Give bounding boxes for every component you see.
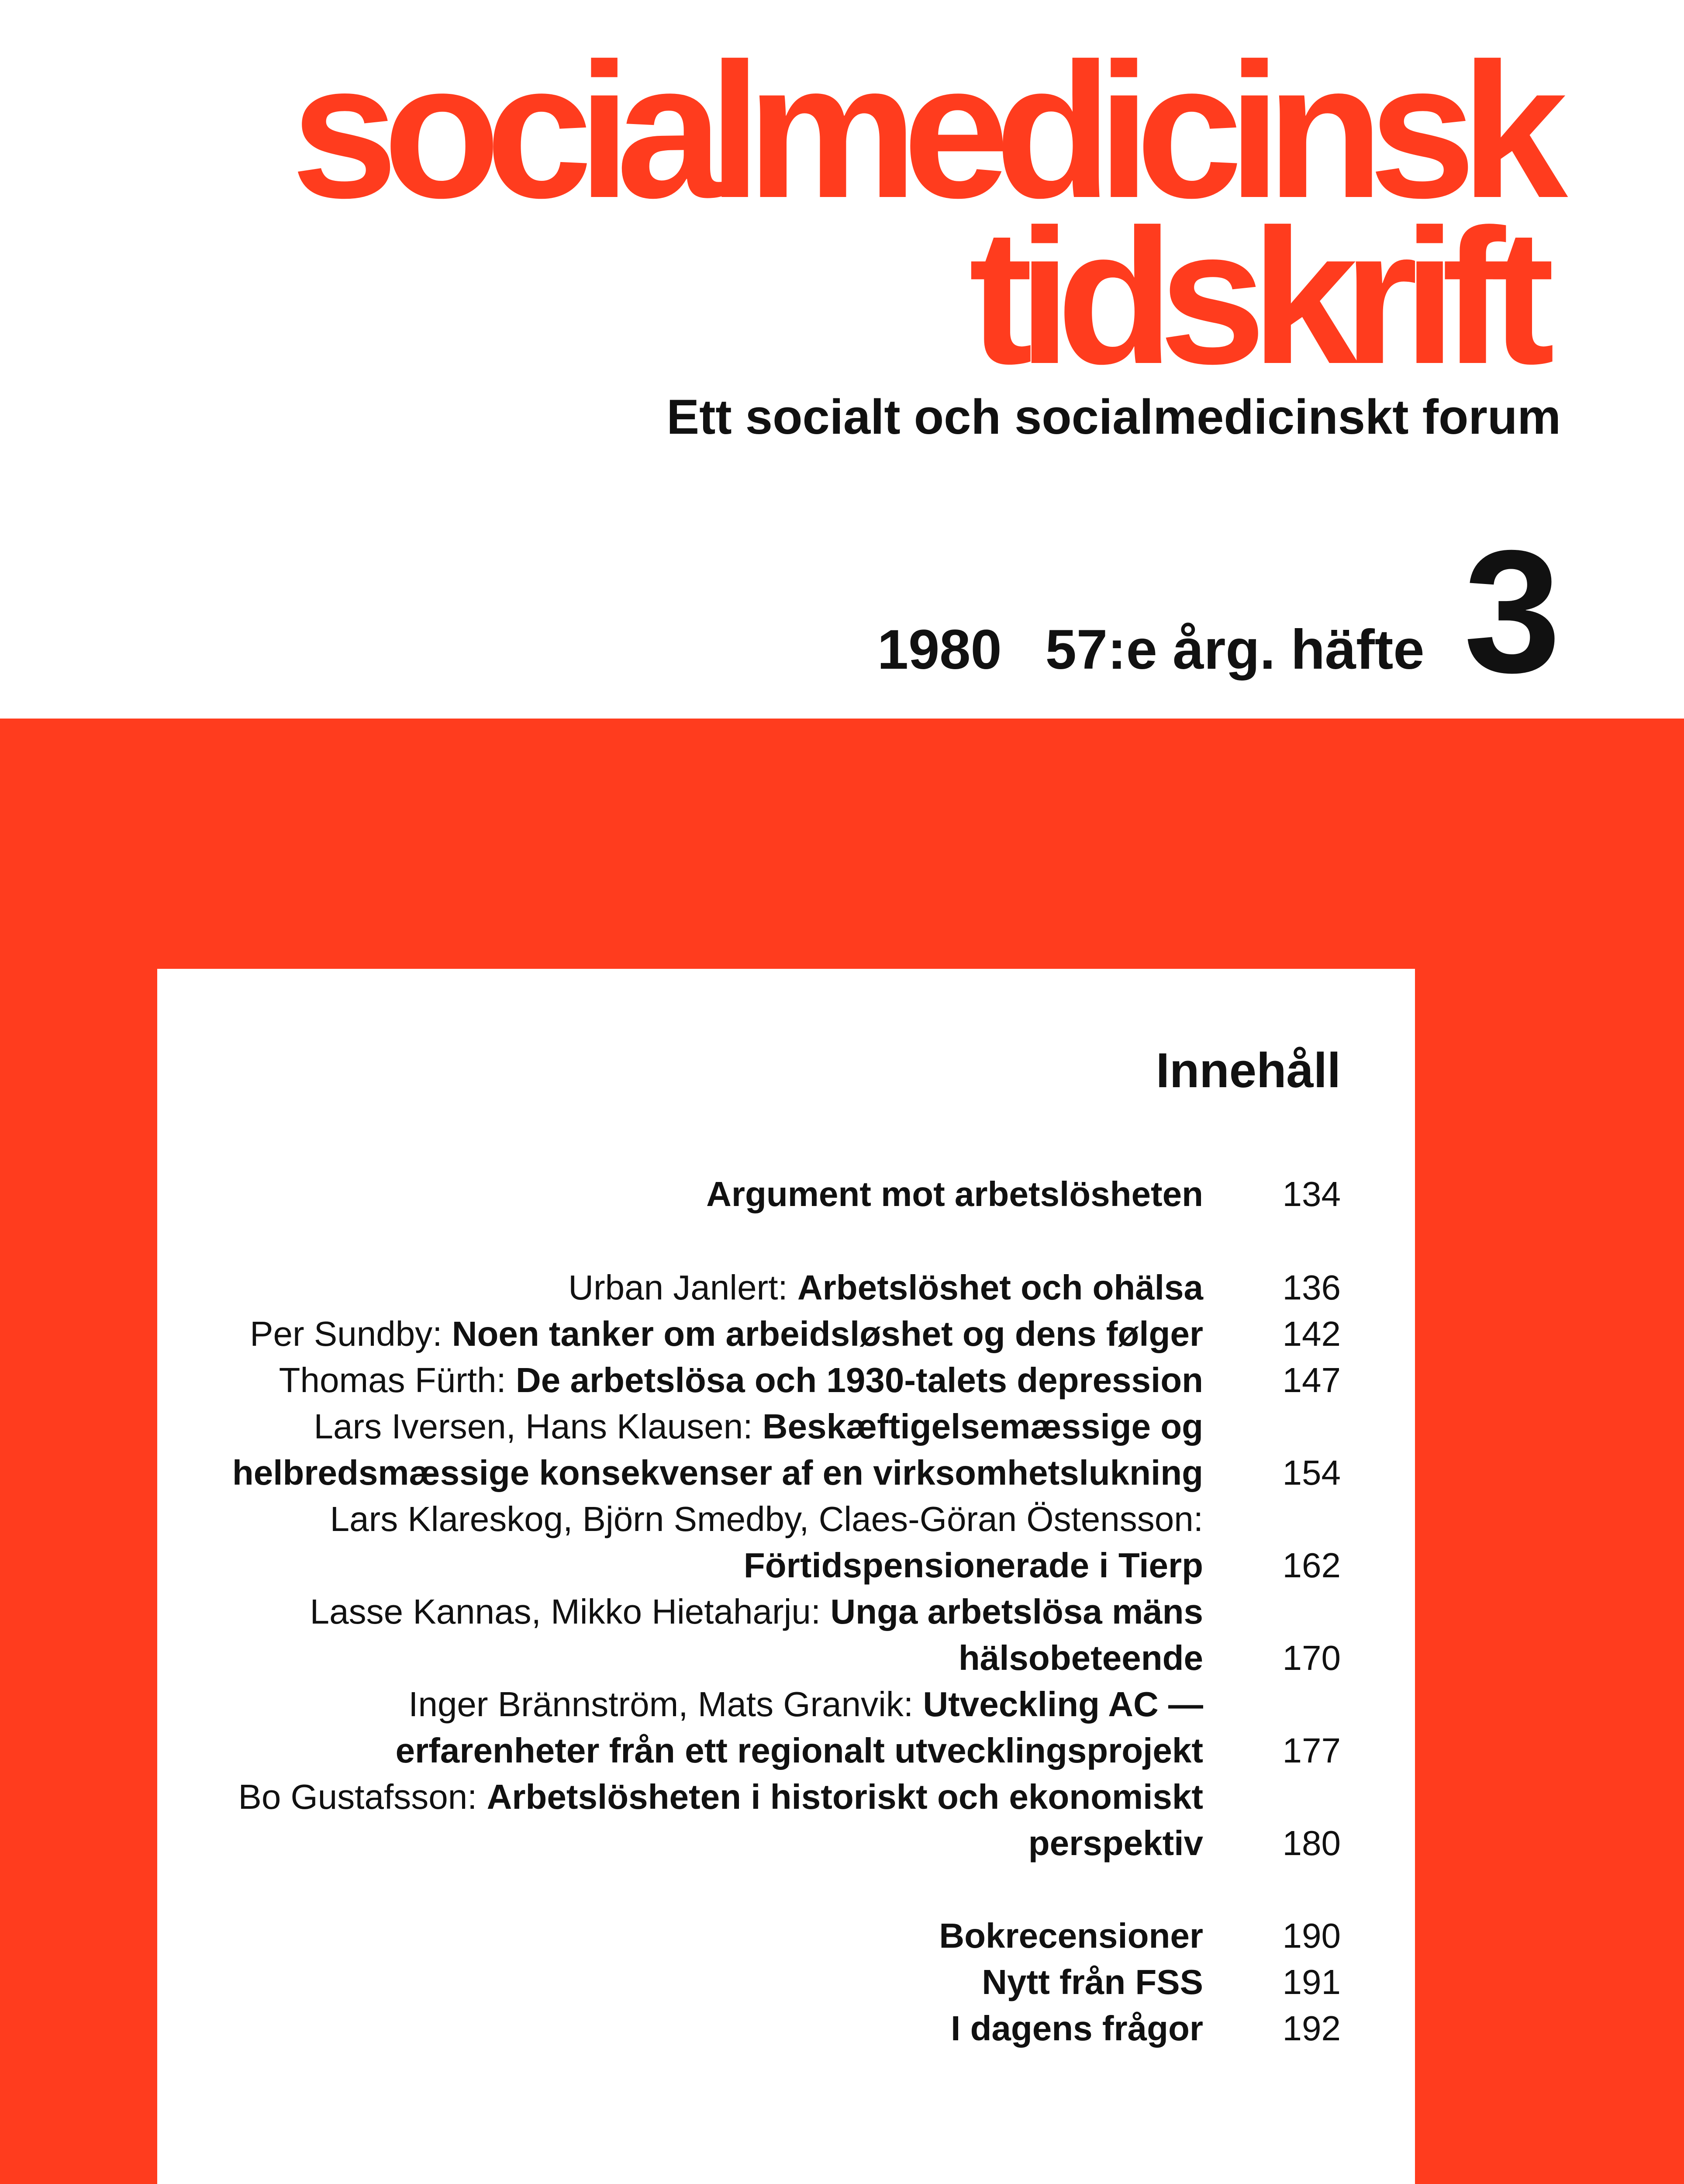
toc-entry-continuation — [157, 1545, 1415, 1592]
toc-entry-continuation — [157, 1731, 1415, 1777]
toc-entry-page: 147 — [1282, 1361, 1341, 1400]
toc-entry — [157, 1916, 1415, 1962]
toc-entry — [157, 1406, 1415, 1453]
toc-entry-title: Unga arbetslösa mäns — [830, 1592, 1203, 1631]
toc-entry-page: 177 — [1282, 1731, 1341, 1770]
toc-entry-title: Noen tanker om arbeidsløshet og dens følger — [452, 1314, 1203, 1353]
toc-entry-author: Lars Klareskog, Björn Smedby, Claes-Göran Östensson: — [330, 1500, 1203, 1538]
toc-entry-title: Argument mot arbetslösheten — [706, 1175, 1203, 1213]
toc-entry-author: Thomas Fürth: — [279, 1361, 506, 1400]
toc-entry — [157, 1777, 1415, 1823]
toc-entry-title: De arbetslösa och 1930-talets depression — [516, 1361, 1203, 1400]
toc-entry-title: perspektiv — [1028, 1824, 1203, 1863]
toc-entry — [157, 1499, 1415, 1545]
toc-entry — [157, 2008, 1415, 2055]
toc-entry-title: hälsobeteende — [958, 1638, 1203, 1677]
issue-year: 1980 — [877, 619, 1002, 681]
toc-entry — [157, 1268, 1415, 1314]
toc-entry-author: Lars Iversen, Hans Klausen: — [314, 1407, 753, 1446]
issue-number: 3 — [1463, 514, 1561, 709]
toc-entry-continuation — [157, 1823, 1415, 1870]
toc-entry-page: 142 — [1282, 1314, 1341, 1353]
toc-entry-author: Lasse Kannas, Mikko Hietaharju: — [310, 1592, 821, 1631]
toc-entry-title: Arbetslösheten i historiskt och ekonomiskt — [487, 1777, 1203, 1816]
journal-title-line-2: tidskrift — [969, 190, 1540, 404]
toc-entry-page: 190 — [1282, 1916, 1341, 1955]
toc-entry-author: Inger Brännström, Mats Granvik: — [408, 1685, 914, 1724]
toc-entry — [157, 1962, 1415, 2008]
toc-entry-continuation — [157, 1638, 1415, 1684]
toc-entry-title: Nytt från FSS — [982, 1963, 1203, 2001]
toc-entry-author: Bo Gustafsson: — [238, 1777, 477, 1816]
toc-entry-author: Per Sundby: — [250, 1314, 442, 1353]
toc-entry-page: 154 — [1282, 1453, 1341, 1492]
toc-entry-title: I dagens frågor — [951, 2009, 1203, 2048]
toc-entry-title: Utveckling AC — — [923, 1685, 1203, 1724]
toc-entry-title: Beskæftigelsemæssige og — [762, 1407, 1203, 1446]
toc-entry — [157, 1592, 1415, 1638]
toc-entry — [157, 1314, 1415, 1360]
toc-entry-title: Bokrecensioner — [939, 1916, 1203, 1955]
toc-entry-page: 134 — [1282, 1175, 1341, 1213]
journal-title-line-1: socialmedicinsk — [291, 24, 1553, 238]
toc-entry-continuation — [157, 1453, 1415, 1499]
issue-info — [877, 514, 1561, 709]
issue-volume: 57:e årg. häfte — [1045, 619, 1425, 681]
toc-entry-page: 162 — [1282, 1546, 1341, 1585]
toc-entry — [157, 1684, 1415, 1731]
toc-entry-title: Förtidspensionerade i Tierp — [743, 1546, 1203, 1585]
masthead — [0, 0, 1684, 719]
toc-entry — [157, 1360, 1415, 1406]
toc-heading: Innehåll — [1156, 1043, 1341, 1098]
toc-entry-page: 180 — [1282, 1824, 1341, 1863]
toc-entry-page: 170 — [1282, 1638, 1341, 1677]
toc-entry-page: 136 — [1282, 1268, 1341, 1307]
toc-entry — [157, 1174, 1415, 1220]
toc-entry-title: erfarenheter från ett regionalt utvecklingsprojekt — [395, 1731, 1203, 1770]
journal-subtitle: Ett socialt och socialmedicinskt forum — [666, 390, 1561, 444]
toc-entry-title: helbredsmæssige konsekvenser af en virksomhetslukning — [232, 1453, 1203, 1492]
toc-entry-page: 191 — [1282, 1963, 1341, 2001]
toc-entry-author: Urban Janlert: — [568, 1268, 788, 1307]
table-of-contents — [157, 969, 1415, 2184]
toc-entry-title: Arbetslöshet och ohälsa — [797, 1268, 1203, 1307]
toc-entry-page: 192 — [1282, 2009, 1341, 2048]
